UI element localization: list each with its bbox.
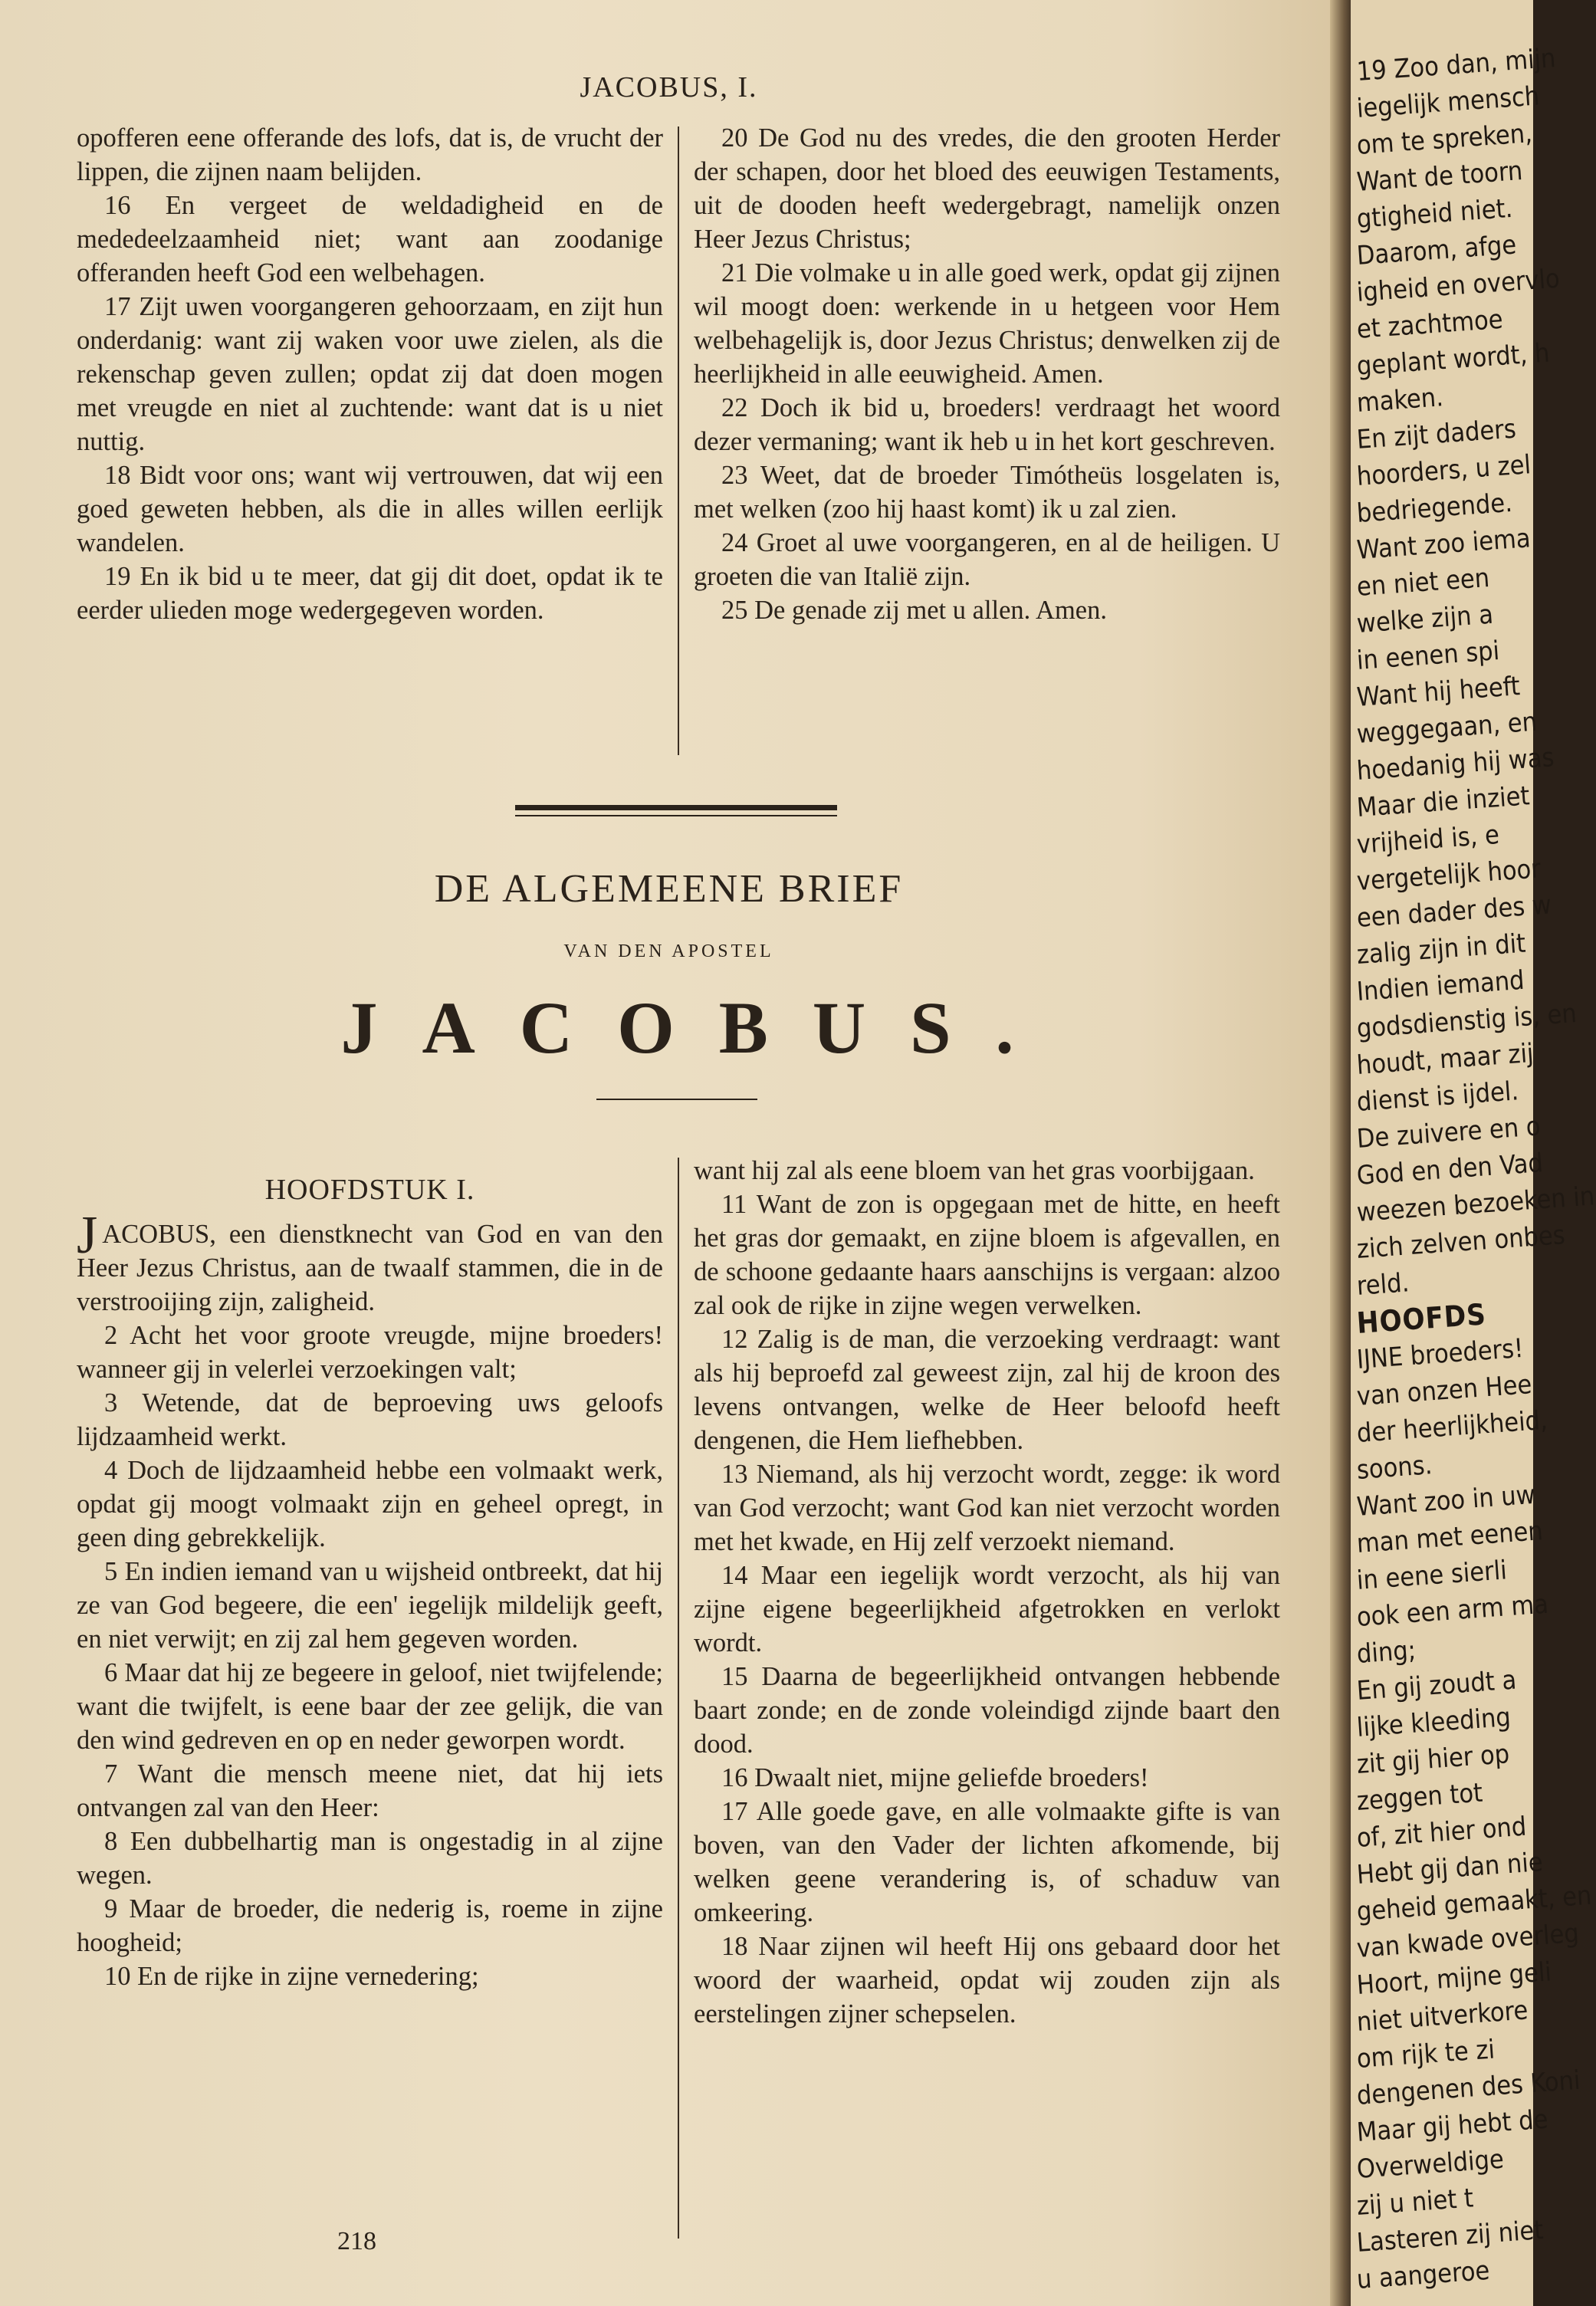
facing-page-line: om rijk te zi [1355, 2034, 1496, 2074]
title-underline [596, 1099, 757, 1100]
verse-15: 15 Daarna de begeerlijkheid ontvangen hebbende baart zonde; en de zonde voleindigd zijnde baart den dood. [694, 1662, 1280, 1759]
book-title-line3: JACOBUS. [340, 987, 1059, 1069]
drop-cap: J [77, 1206, 98, 1265]
facing-page-line: reld. [1355, 1267, 1410, 1302]
column-bottom-left [77, 1206, 663, 1993]
facing-page-line: Indien iemand [1355, 964, 1525, 1007]
verse-9: 9 Maar de broeder, die nederig is, roeme in zijne hoogheid; [77, 1894, 663, 1957]
verse-2: 2 Acht het voor groote vreugde, mijne broeders! wanneer gij in velerlei verzoekingen valt; [77, 1321, 663, 1384]
book-title-line1: DE ALGEMEENE BRIEF [434, 867, 904, 911]
facing-page-line: godsdienstig is, en [1355, 998, 1578, 1044]
verse-18: 18 Naar zijnen wil heeft Hij ons gebaard door het woord der waarheid, opdat wij zouden zijn als eerstelingen zijner schepselen. [694, 1932, 1280, 2028]
facing-page-line: zalig zijn in dit [1355, 928, 1527, 971]
facing-page-line: hoorders, u zel [1355, 449, 1532, 492]
facing-page-line: van kwade overleg [1355, 1917, 1581, 1964]
verse-17: 17 Zijt uwen voorgangeren gehoorzaam, en zijt hun onderdanig: want zij waken voor uwe zielen, als die rekenschap geven zullen; opdat zij dat doen mogen met vreugde en niet al zuchtende: want dat is u niet nuttig. [77, 292, 663, 456]
facing-page-line: HOOFDS [1355, 1297, 1488, 1340]
facing-page-line: Want zoo in uw [1355, 1479, 1536, 1523]
facing-page-line: et zachtmoe [1355, 304, 1504, 345]
verse-5: 5 En indien iemand van u wijsheid ontbreekt, dat hij ze van God begeere, die een' iegelijk mildelijk geeft, en niet verwijt; en zij zal hem gegeven worden. [77, 1557, 663, 1654]
verse-25: 25 De genade zij met u allen. Amen. [721, 596, 1107, 625]
facing-page-line: geplant wordt, h [1355, 337, 1551, 382]
facing-page-line: Maar gij hebt de [1355, 2104, 1549, 2148]
book-title-line2: VAN DEN APOSTEL [563, 941, 774, 961]
facing-page-line: der heerlijkheid, [1355, 1404, 1549, 1449]
verse-10: 10 En de rijke in zijne vernedering; [104, 1962, 479, 1991]
divider-thick [515, 805, 837, 810]
verse-22: 22 Doch ik bid u, broeders! verdraagt het woord dezer vermaning; want ik heb u in het kort geschreven. [694, 393, 1280, 456]
verse-20: 20 De God nu des vredes, die den grooten Herder der schapen, door het bloed des eeuwigen Testaments, uit de dooden heeft wedergebragt, namelijk onzen Heer Jezus Christus; [694, 123, 1280, 254]
divider-thin [515, 815, 837, 816]
facing-page-line: Daarom, afge [1355, 229, 1518, 271]
verse-1-text: ACOBUS, een dienstknecht van God en van den Heer Jezus Christus, aan de twaalf stammen, die in de verstrooijing zijn, zaligheid. [77, 1220, 663, 1316]
column-divider-bottom [678, 1158, 679, 2239]
verse-1 [77, 1206, 663, 1319]
chapter-heading: HOOFDSTUK I. [264, 1174, 475, 1206]
facing-page-line: ook een arm ma [1355, 1588, 1550, 1633]
facing-page-line: weggegaan, en [1355, 706, 1539, 750]
facing-page-line: zich zelven onbes [1355, 1220, 1566, 1265]
facing-page-line: bedriegende. [1355, 487, 1514, 529]
verse-16: 16 Dwaalt niet, mijne geliefde broeders! [721, 1763, 1149, 1792]
verse-24: 24 Groet al uwe voorgangeren, en al de heiligen. U groeten die van Italië zijn. [694, 528, 1280, 591]
facing-page-line: Lasteren zij niet [1355, 2215, 1545, 2258]
facing-page-line: IJNE broeders! [1355, 1332, 1525, 1375]
verse-21: 21 Die volmake u in alle goed werk, opdat gij zijnen wil moogt doen: werkende in u hetgeen voor Hem welbehagelijk is, door Jezus Christus; denwelken zij de heerlijkheid in alle eeuwigheid. Amen. [694, 258, 1280, 389]
facing-page-line: Hoort, mijne geli [1355, 1956, 1553, 2001]
facing-page-line: God en den Vad [1355, 1148, 1545, 1191]
facing-page-line: houdt, maar zij [1355, 1037, 1535, 1081]
verse-23: 23 Weet, dat de broeder Timótheüs losgelaten is, met welken (zoo hij haast komt) ik u zal zien. [694, 461, 1280, 524]
facing-page-line: zit gij hier op [1355, 1739, 1511, 1780]
facing-page-line: hoedanig hij was [1355, 742, 1555, 787]
facing-page-line: dienst is ijdel. [1355, 1076, 1520, 1118]
verse-13: 13 Niemand, als hij verzocht wordt, zegge: ik word van God verzocht; want God kan niet verzocht worden met het kwade, en Hij zelf verzoekt niemand. [694, 1460, 1280, 1556]
book-gutter [1330, 0, 1353, 2306]
facing-page-line: om te spreken, [1355, 118, 1534, 161]
verse-4: 4 Doch de lijdzaamheid hebbe een volmaakt werk, opdat gij moogt volmaakt zijn en geheel opregt, in geen ding gebrekkelijk. [77, 1456, 663, 1552]
facing-page-line: geheid gemaakt, en [1355, 1880, 1593, 1927]
facing-page-line: En gij zoudt a [1355, 1664, 1518, 1707]
facing-page-line: ding; [1355, 1634, 1417, 1670]
facing-page-line: welke zijn a [1355, 599, 1495, 639]
facing-page-line: man met eenen [1355, 1516, 1545, 1559]
verse-7: 7 Want die mensch meene niet, dat hij iets ontvangen zal van den Heer: [77, 1759, 663, 1822]
facing-page-line: of, zit hier ond [1355, 1811, 1528, 1854]
facing-page-line: weezen bezoeken in [1355, 1181, 1596, 1228]
facing-page-line: igheid en overvlo [1355, 263, 1561, 308]
facing-page-line: iegelijk mensch [1355, 80, 1541, 124]
facing-page-line: vergetelijk hoor [1355, 853, 1542, 897]
verse-8: 8 Een dubbelhartig man is ongestadig in al zijne wegen. [77, 1827, 663, 1890]
facing-page-line: een dader des w [1355, 889, 1553, 934]
facing-page-line: gtigheid niet. [1355, 192, 1514, 235]
facing-page-line: maken. [1355, 382, 1445, 419]
facing-page-line: zeggen tot [1355, 1777, 1484, 1817]
verse-10-continued: want hij zal als eene bloem van het gras voorbijgaan. [694, 1156, 1255, 1185]
facing-page-lines [1355, 42, 1596, 2298]
verse-14: 14 Maar een iegelijk wordt verzocht, als hij van zijne eigene begeerlijkheid afgetrokken en verlokt wordt. [694, 1561, 1280, 1657]
verse-11: 11 Want de zon is opgegaan met de hitte, en heeft het gras dor gemaakt, en zijne bloem is afgevallen, en de schoone gedaante haars aanschijns is vergaan: alzoo zal ook de rijke in zijne wegen verwelken. [694, 1190, 1280, 1320]
facing-page-line: soons. [1355, 1450, 1433, 1486]
facing-page-line: Hebt gij dan nie [1355, 1847, 1544, 1890]
facing-page-line: en niet een [1355, 562, 1491, 603]
facing-page-line: lijke kleeding [1355, 1702, 1512, 1743]
verse-3: 3 Wetende, dat de beproeving uws geloofs lijdzaamheid werkt. [77, 1388, 663, 1451]
page-number: 218 [337, 2227, 376, 2255]
facing-page-line: Want hij heeft [1355, 671, 1522, 713]
column-divider-top [678, 126, 679, 755]
running-header: JACOBUS, I. [580, 71, 758, 103]
verse-16: 16 En vergeet de weldadigheid en de mededeelzaamheid niet; want aan zoodanige offeranden heeft God een welbehagen. [77, 191, 663, 287]
column-top-right [694, 121, 1280, 627]
facing-page-line: Want zoo iema [1355, 523, 1532, 566]
facing-page-line: zij u niet t [1355, 2183, 1475, 2222]
facing-page-line: u aangeroe [1355, 2255, 1491, 2295]
facing-page-line: 19 Zoo dan, mijn [1355, 42, 1557, 87]
facing-page-line: vrijheid is, e [1355, 820, 1501, 860]
verse-17: 17 Alle goede gave, en alle volmaakte gifte is van boven, van den Vader der lichten afkomende, bij welken geene verandering is, of schaduw van omkeering. [694, 1797, 1280, 1927]
paragraph: opofferen eene offerande des lofs, dat is, de vrucht der lippen, die zijnen naam belijden. [77, 123, 663, 186]
column-bottom-right [694, 1154, 1280, 2031]
verse-12: 12 Zalig is de man, die verzoeking verdraagt: want als hij beproefd zal geweest zijn, zal hij de kroon des levens ontvangen, welke de Heer beloofd heeft dengenen, die Hem liefhebben. [694, 1325, 1280, 1455]
verse-19: 19 En ik bid u te meer, dat gij dit doet, opdat ik te eerder ulieden moge wedergegeven worden. [77, 562, 663, 625]
book-page-right-partial [1351, 0, 1596, 2306]
facing-page-line: De zuivere en o [1355, 1111, 1542, 1155]
facing-page-line: Want de toorn [1355, 155, 1524, 198]
facing-page-line: Overweldige [1355, 2143, 1506, 2185]
facing-page-line: niet uitverkore [1355, 1995, 1529, 2038]
facing-page-line: Maar die inziet [1355, 780, 1531, 823]
verse-18: 18 Bidt voor ons; want wij vertrouwen, dat wij een goed geweten hebben, als die in alles willen eerlijk wandelen. [77, 461, 663, 557]
column-top-left [77, 121, 663, 627]
verse-6: 6 Maar dat hij ze begeere in geloof, niet twijfelende; want die twijfelt, is eene baar der zee gelijk, die van den wind gedreven en op en neder geworpen wordt. [77, 1658, 663, 1755]
facing-page-line: in eenen spi [1355, 636, 1501, 676]
facing-page-line: in eene sierli [1355, 1555, 1508, 1596]
facing-page-line: van onzen Hee [1355, 1369, 1533, 1412]
facing-page-line: En zijt daders [1355, 413, 1517, 455]
facing-page-line: dengenen des Koni [1355, 2065, 1581, 2111]
